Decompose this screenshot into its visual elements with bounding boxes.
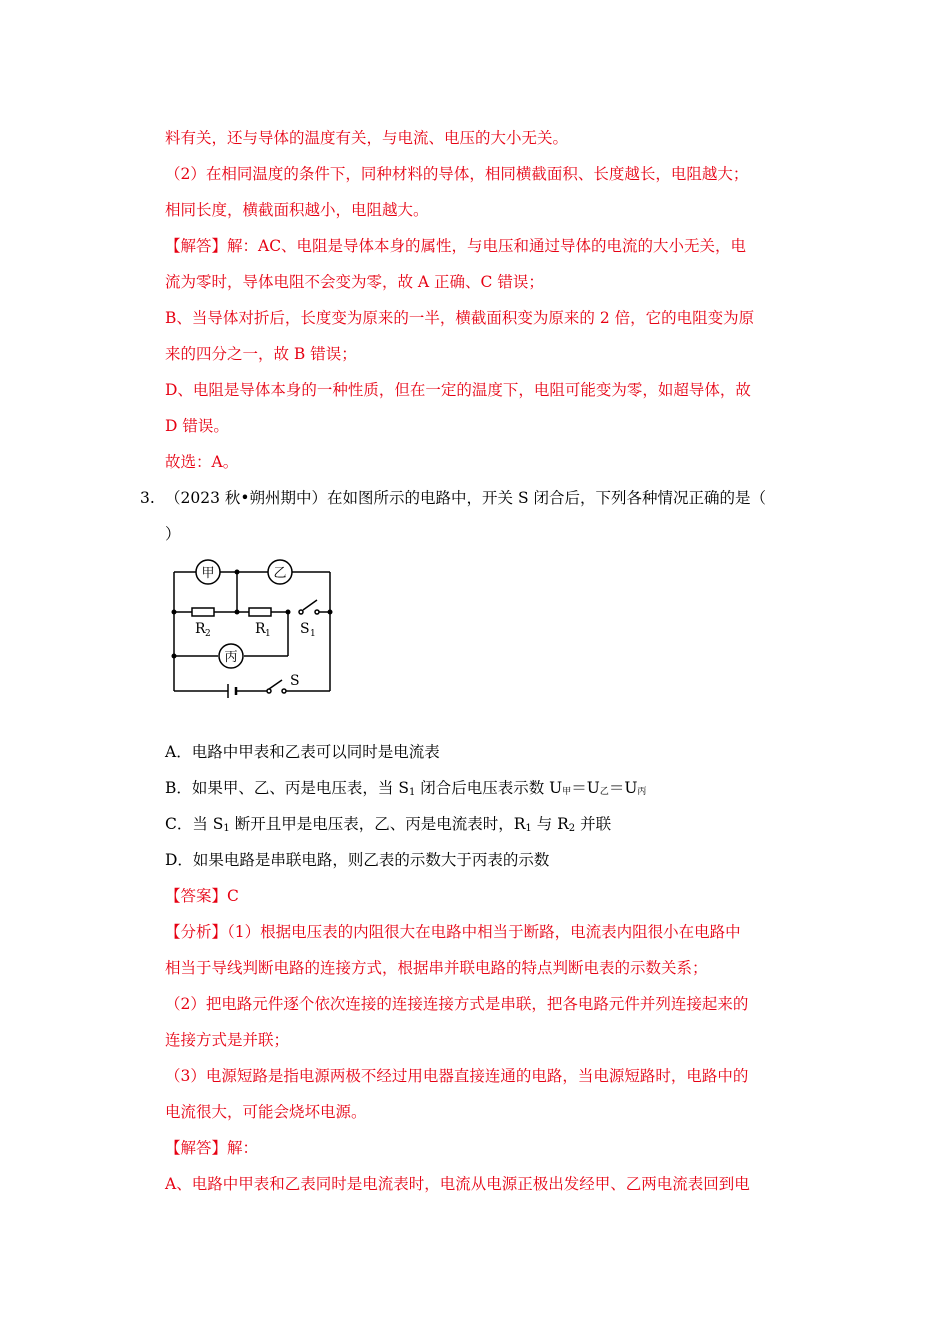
switch-s-blade <box>269 680 282 689</box>
analysis-line-6: 电流很大，可能会烧坏电源。 <box>165 1103 367 1121</box>
circuit-diagram <box>160 548 345 708</box>
analysis-line-3: （2）把电路元件逐个依次连接的连接连接方式是串联，把各电路元件并列连接起来的 <box>165 995 749 1013</box>
prev-solution-line-4: 来的四分之一，故 B 错误； <box>165 345 357 363</box>
prev-solution-line-2: 流为零时，导体电阻不会变为零，故 A 正确、C 错误； <box>165 273 544 291</box>
prev-solution-choice: 故选：A。 <box>165 453 239 471</box>
prev-analysis-line-2: （2）在相同温度的条件下，同种材料的导体，相同横截面积、长度越长，电阻越大； <box>165 165 749 183</box>
meter-yi-label: 乙 <box>273 566 287 581</box>
junction-right-mid <box>286 610 291 615</box>
option-c: C．当 $S_1$ 断开且甲是电压表，乙、丙是电流表时，$R_1$ 与 $R_2$ 并联 <box>165 815 612 834</box>
prev-analysis-line-1: 料有关，还与导体的温度有关，与电流、电压的大小无关。 <box>165 129 569 147</box>
meter-bing-label: 丙 <box>224 650 238 665</box>
solution-line-1: 【解答】解： <box>165 1139 259 1157</box>
option-b: B．如果甲、乙、丙是电压表，当 $S_1$ 闭合后电压表示数 U甲＝U乙＝U丙 <box>165 779 647 798</box>
resistor-r1 <box>249 608 271 616</box>
switch-s1-blade <box>303 600 317 610</box>
switch-s1-contact-right <box>315 610 319 614</box>
prev-solution-line-5: D、电阻是导体本身的一种性质，但在一定的温度下，电阻可能变为零，如超导体，故 <box>165 381 751 399</box>
prev-analysis-line-3: 相同长度，横截面积越小，电阻越大。 <box>165 201 429 219</box>
s-label: S <box>290 673 300 689</box>
meter-jia-label: 甲 <box>201 566 215 581</box>
analysis-line-1: 【分析】（1）根据电压表的内阻很大在电路中相当于断路，电流表内阻很小在电路中 <box>165 923 741 941</box>
option-a: A．电路中甲表和乙表可以同时是电流表 <box>165 743 440 761</box>
resistor-r2 <box>192 608 214 616</box>
prev-solution-line-1: 【解答】解：AC、电阻是导体本身的属性，与电压和通过导体的电流的大小无关，电 <box>165 237 747 255</box>
question-number: 3. <box>140 489 155 507</box>
r1-label: R <box>255 621 266 637</box>
prev-solution-line-6: D 错误。 <box>165 417 229 435</box>
switch-s1-contact-left <box>299 610 303 614</box>
analysis-line-5: （3）电源短路是指电源两极不经过用电器直接连通的电路，当电源短路时，电路中的 <box>165 1067 749 1085</box>
s1-subscript: 1 <box>310 629 316 639</box>
analysis-line-2: 相当于导线判断电路的连接方式，根据串并联电路的特点判断电表的示数关系； <box>165 959 708 977</box>
junction-mid <box>235 610 240 615</box>
r2-subscript: 2 <box>205 629 211 639</box>
junction-top <box>235 570 240 575</box>
junction-right-edge <box>328 610 333 615</box>
prev-solution-line-3: B、当导体对折后，长度变为原来的一半，横截面积变为原来的 2 倍，它的电阻变为原 <box>165 309 755 327</box>
s1-label: S <box>300 621 310 637</box>
analysis-line-4: 连接方式是并联； <box>165 1031 290 1049</box>
question-stem-line-2: ） <box>165 525 181 543</box>
question-stem-line-1: （2023 秋•朔州期中）在如图所示的电路中，开关 S 闭合后，下列各种情况正确的是（ <box>165 489 766 507</box>
switch-s-contact-left <box>267 689 271 693</box>
solution-line-2: A、电路中甲表和乙表同时是电流表时，电流从电源正极出发经甲、乙两电流表回到电 <box>165 1175 750 1193</box>
switch-s-contact-right <box>282 689 286 693</box>
option-d: D．如果电路是串联电路，则乙表的示数大于丙表的示数 <box>165 851 550 869</box>
junction-left-lower <box>172 654 177 659</box>
r1-subscript: 1 <box>265 629 271 639</box>
answer-line: 【答案】C <box>165 887 239 905</box>
junction-left-mid <box>172 610 177 615</box>
r2-label: R <box>195 621 206 637</box>
